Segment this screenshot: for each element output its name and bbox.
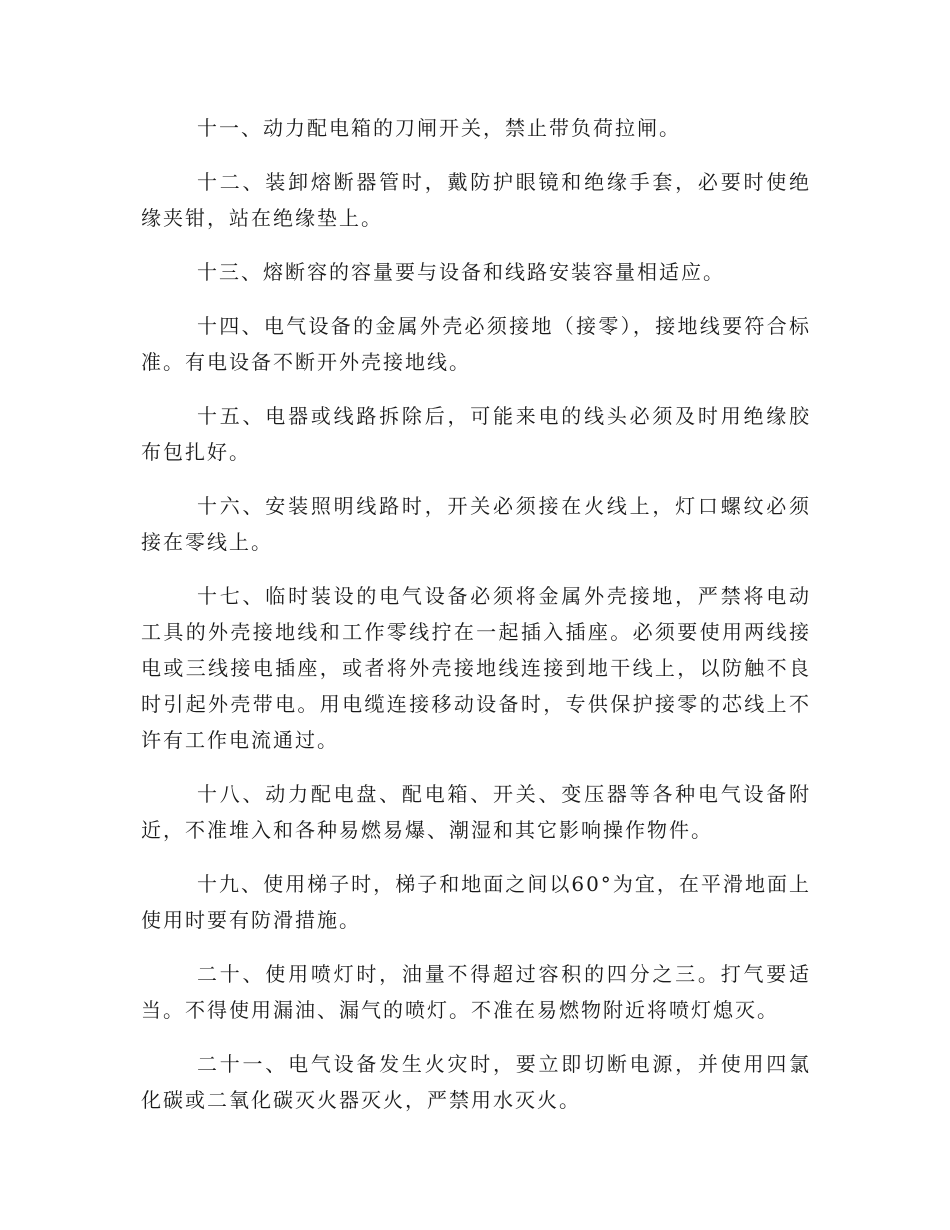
rule-paragraph-15: 十五、电器或线路拆除后，可能来电的线头必须及时用绝缘胶布包扎好。 [141,404,811,464]
rule-paragraph-21: 二十一、电气设备发生火灾时，要立即切断电源，并使用四氯化碳或二氧化碳灭火器灭火，严禁用水灭火。 [141,1052,811,1112]
rule-paragraph-12: 十二、装卸熔断器管时，戴防护眼镜和绝缘手套，必要时使绝缘夹钳，站在绝缘垫上。 [141,170,811,230]
document-page [141,110,811,1136]
rule-paragraph-18: 十八、动力配电盘、配电箱、开关、变压器等各种电气设备附近，不准堆入和各种易燃易爆、潮湿和其它影响操作物件。 [141,782,811,842]
rule-paragraph-14: 十四、电气设备的金属外壳必须接地（接零），接地线要符合标准。有电设备不断开外壳接地线。 [141,314,811,374]
rule-paragraph-16: 十六、安装照明线路时，开关必须接在火线上，灯口螺纹必须接在零线上。 [141,494,811,554]
rule-paragraph-19: 十九、使用梯子时，梯子和地面之间以60°为宜，在平滑地面上使用时要有防滑措施。 [141,872,811,932]
rule-paragraph-20: 二十、使用喷灯时，油量不得超过容积的四分之三。打气要适当。不得使用漏油、漏气的喷灯。不准在易燃物附近将喷灯熄灭。 [141,962,811,1022]
rule-paragraph-13: 十三、熔断容的容量要与设备和线路安装容量相适应。 [197,260,725,284]
rule-paragraph-11: 十一、动力配电箱的刀闸开关，禁止带负荷拉闸。 [197,116,681,140]
rule-paragraph-17: 十七、临时装设的电气设备必须将金属外壳接地，严禁将电动工具的外壳接地线和工作零线拧在一起插入插座。必须要使用两线接电或三线接电插座，或者将外壳接地线连接到地干线上，以防触不良时引起外壳带电。用电缆连接移动设备时，专供保护接零的芯线上不许有工作电流通过。 [141,584,811,752]
